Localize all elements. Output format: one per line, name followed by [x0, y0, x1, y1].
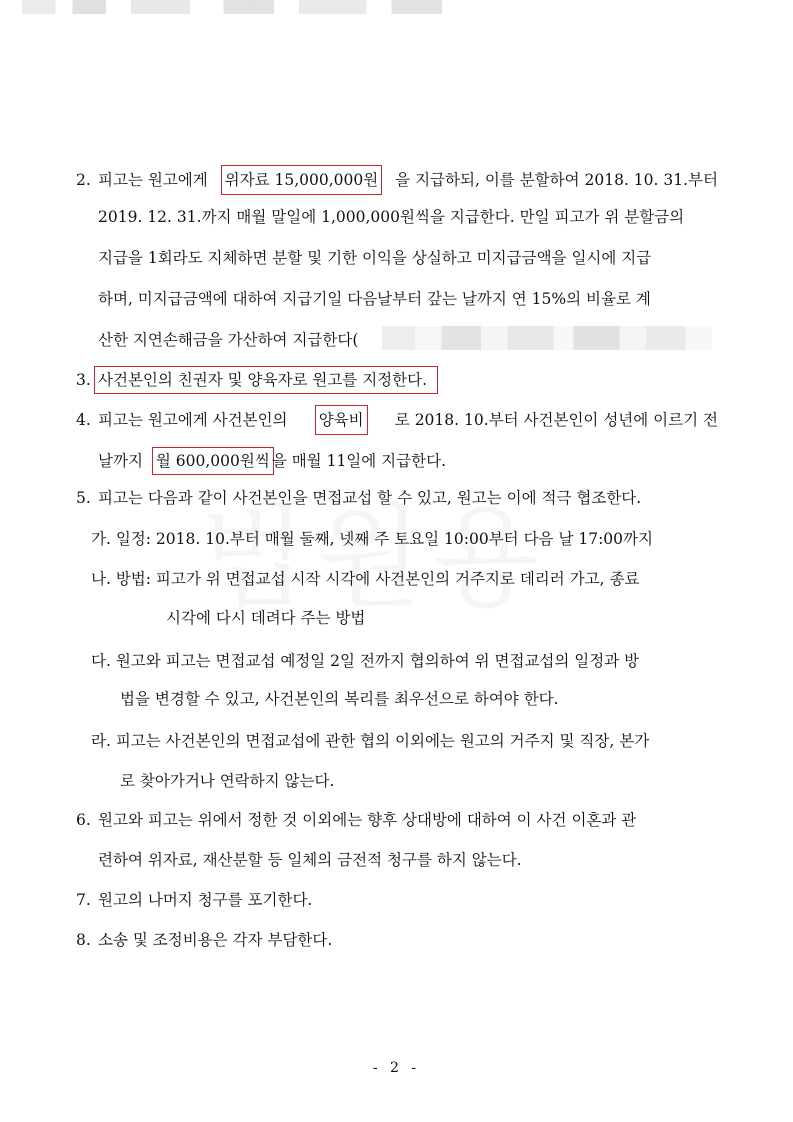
- item-6-line-1: 원고와 피고는 위에서 정한 것 이외에는 향후 상대방에 대하여 이 사건 이혼과 관: [98, 811, 637, 829]
- monthly-amount-highlight: 월 600,000원씩: [152, 447, 274, 475]
- redacted-header: [22, 0, 442, 14]
- item-6-number: 6.: [76, 811, 91, 829]
- item-7-text: 원고의 나머지 청구를 포기한다.: [98, 891, 313, 909]
- alimony-amount-highlight: 위자료 15,000,000원: [221, 165, 383, 195]
- item-2-line-5: 산한 지연손해금을 가산하여 지급한다(: [98, 331, 359, 349]
- item-5-da-1: 다. 원고와 피고는 면접교섭 예정일 2일 전까지 협의하여 위 면접교섭의 일정과 방: [91, 652, 640, 670]
- item-5-number: 5.: [76, 489, 91, 507]
- item-5-text: 피고는 다음과 같이 사건본인을 면접교섭 할 수 있고, 원고는 이에 적극 협조한다.: [98, 489, 642, 507]
- item-4-text-c: 날까지: [98, 452, 143, 470]
- child-support-highlight: 양육비: [315, 405, 368, 435]
- item-5-na-2: 시각에 다시 데려다 주는 방법: [166, 609, 366, 627]
- item-2-number: 2.: [76, 171, 91, 189]
- item-7-number: 7.: [76, 891, 91, 909]
- item-5-ra-1: 라. 피고는 사건본인의 면접교섭에 관한 협의 이외에는 원고의 거주지 및 직장, 본가: [91, 732, 650, 750]
- item-5-ra-2: 로 찾아가거나 연락하지 않는다.: [120, 772, 335, 790]
- item-5-ga: 가. 일정: 2018. 10.부터 매월 둘째, 넷째 주 토요일 10:00부터 다음 날 17:00까지: [91, 530, 653, 548]
- item-2-line-1: [98, 170, 718, 190]
- item-3-number: 3.: [76, 371, 91, 389]
- item-3-line: [96, 370, 436, 390]
- page-number: - 2 -: [372, 1060, 421, 1076]
- item-2-line-3: 지급을 1회라도 지체하면 분할 및 기한 이익을 상실하고 미지급금액을 일시에 지급: [98, 249, 652, 267]
- item-5-na-1: 나. 방법: 피고가 위 면접교섭 시작 시각에 사건본인의 거주지로 데리러 가고, 종료: [91, 570, 640, 588]
- item-5-da-2: 법을 변경할 수 있고, 사건본인의 복리를 최우선으로 하여야 한다.: [120, 690, 559, 708]
- item-6-line-2: 련하여 위자료, 재산분할 등 일체의 금전적 청구를 하지 않는다.: [98, 851, 522, 869]
- item-4-line-1: [98, 410, 718, 430]
- custody-highlight: 사건본인의 친권자 및 양육자로 원고를 지정한다.: [94, 366, 438, 394]
- item-4-text-b: 로 2018. 10.부터 사건본인이 성년에 이르기 전: [394, 411, 718, 429]
- item-8-text: 소송 및 조정비용은 각자 부담한다.: [98, 931, 333, 949]
- item-2-text-a: 피고는 원고에게: [98, 171, 208, 189]
- item-4-line-2: [98, 451, 446, 471]
- item-2-line-4: 하며, 미지급금액에 대하여 지급기일 다음날부터 갚는 날까지 연 15%의 비율로 계: [98, 290, 651, 308]
- item-2-text-b: 을 지급하되, 이를 분할하여 2018. 10. 31.부터: [395, 171, 718, 189]
- item-4-number: 4.: [76, 411, 91, 429]
- item-4-text-a: 피고는 원고에게 사건본인의: [98, 411, 288, 429]
- item-8-number: 8.: [76, 931, 91, 949]
- redacted-text: [382, 326, 712, 350]
- item-4-text-d: 을 매월 11일에 지급한다.: [271, 452, 447, 470]
- item-2-line-2: 2019. 12. 31.까지 매월 말일에 1,000,000원씩을 지급한다. 만일 피고가 위 분할금의: [98, 208, 685, 226]
